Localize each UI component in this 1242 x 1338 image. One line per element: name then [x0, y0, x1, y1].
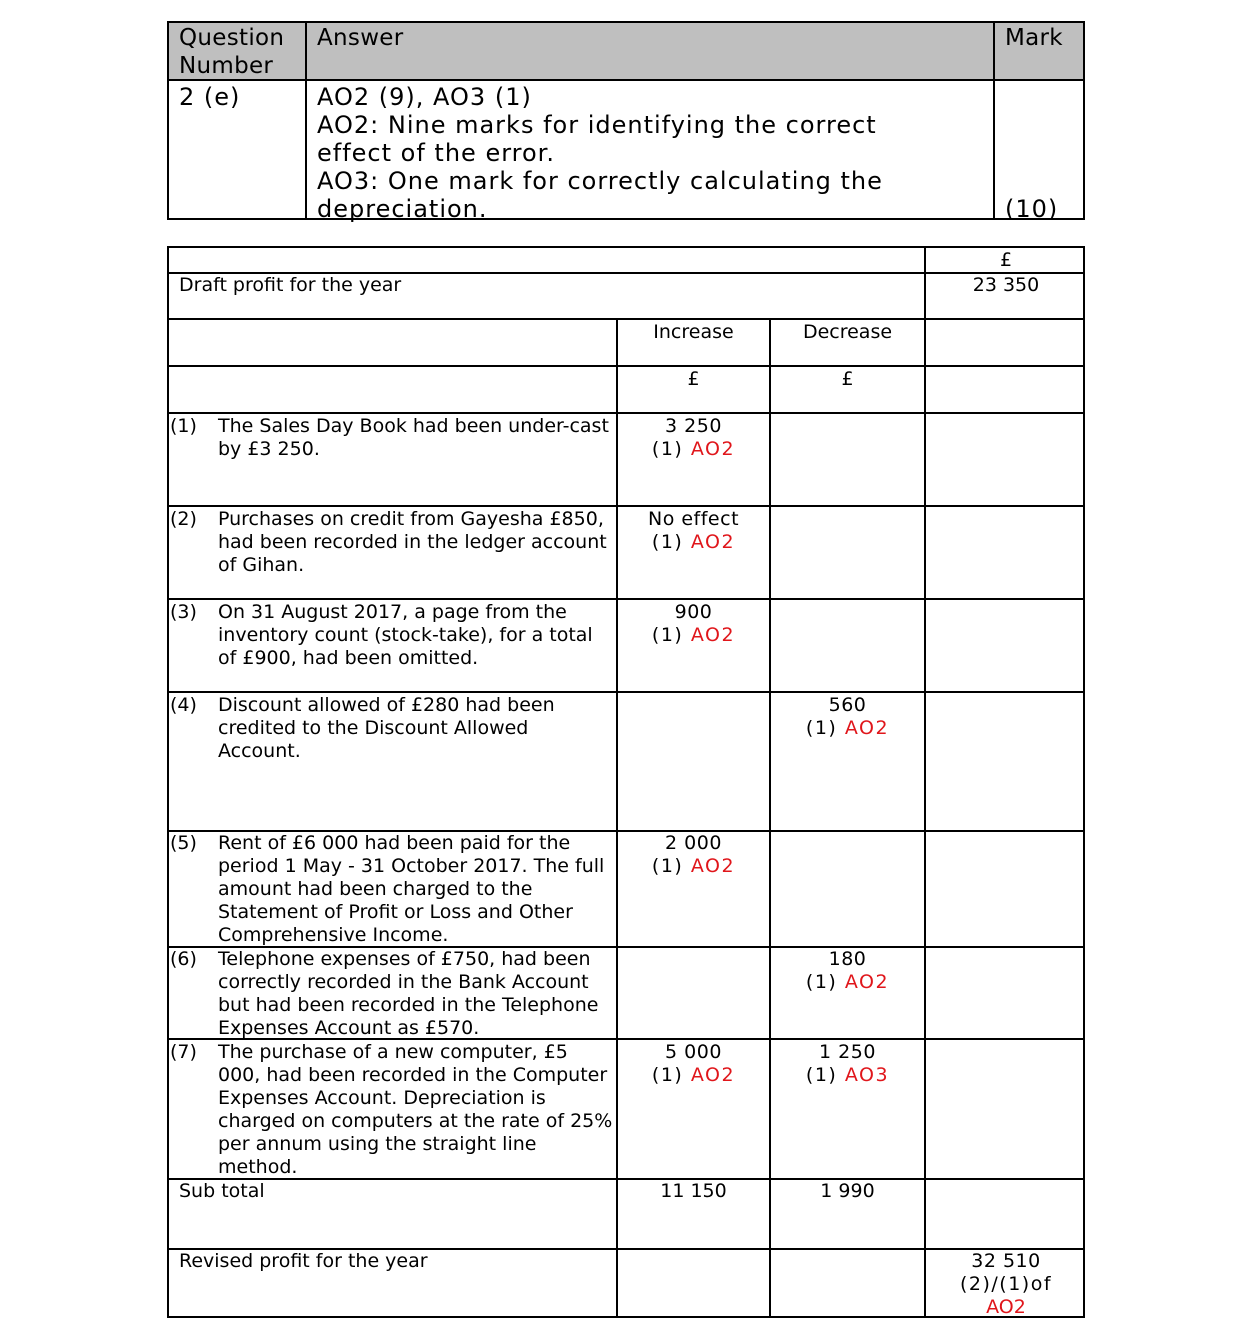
profit-adjustment-table	[167, 246, 1085, 1318]
increase-amount: No effect	[647, 508, 740, 530]
column-divider	[769, 318, 771, 1316]
assessment-objective: AO2	[844, 717, 890, 739]
row-divider	[169, 79, 1083, 81]
decrease-cell	[771, 694, 924, 740]
increase-amount: 2 000	[665, 832, 722, 854]
item-index: (1)	[170, 415, 197, 437]
increase-currency: £	[687, 368, 700, 390]
mark-count: (1)	[651, 624, 684, 646]
decrease-amount: 180	[828, 948, 867, 970]
draft-profit-value: 23 350	[972, 274, 1040, 296]
mark-count: (1)	[805, 1064, 838, 1086]
draft-profit-label: Draft profit for the year	[179, 274, 402, 296]
assessment-objective: AO3	[844, 1064, 890, 1086]
row-divider	[169, 318, 1083, 320]
item-description: The purchase of a new computer, £5 000, had been recorded in the Computer Expenses Account. Depreciation is charged on computers at the rate of 25% per annum using the straight line method.	[218, 1041, 613, 1178]
increase-cell	[618, 415, 769, 461]
increase-cell	[618, 601, 769, 647]
question-header-table	[167, 21, 1085, 223]
item-index: (6)	[170, 948, 197, 970]
subtotal-decrease: 1 990	[820, 1180, 875, 1202]
row-divider	[169, 505, 1083, 507]
decrease-currency: £	[841, 368, 854, 390]
total-mark: (10)	[1005, 195, 1059, 223]
item-description: Discount allowed of £280 had been credited to the Discount Allowed Account.	[218, 694, 555, 762]
column-divider	[305, 23, 307, 218]
increase-heading: Increase	[653, 321, 734, 343]
answer-heading: Answer	[317, 25, 404, 51]
row-divider	[169, 598, 1083, 600]
question-number: 2 (e)	[179, 83, 241, 111]
mark-count: (1)	[651, 438, 684, 460]
column-divider	[993, 23, 995, 218]
increase-cell	[618, 508, 769, 554]
mark-count: (1)	[651, 531, 684, 553]
decrease-amount: 1 250	[819, 1041, 876, 1063]
mark-count: (1)	[805, 971, 838, 993]
answer-line-3: effect of the error.	[317, 139, 555, 167]
assessment-objective: AO2	[690, 855, 736, 877]
answer-line-2: AO2: Nine marks for identifying the correct	[317, 111, 877, 139]
item-description: The Sales Day Book had been under-cast by £3 250.	[218, 415, 609, 460]
decrease-amount: 560	[828, 694, 867, 716]
question-number-heading: Question Number	[179, 25, 285, 79]
assessment-objective: AO2	[844, 971, 890, 993]
revised-mark: (2)/(1)of	[959, 1273, 1053, 1295]
assessment-objective: AO2	[690, 438, 736, 460]
answer-line-4: AO3: One mark for correctly calculating the	[317, 167, 883, 195]
item-description: Rent of £6 000 had been paid for the period 1 May - 31 October 2017. The full amount had been charged to the Statement of Profit or Loss and Other Comprehensive Income.	[218, 832, 605, 946]
row-divider	[169, 365, 1083, 367]
mark-count: (1)	[651, 855, 684, 877]
increase-cell	[618, 1041, 769, 1087]
decrease-heading: Decrease	[802, 321, 893, 343]
item-index: (3)	[170, 601, 197, 623]
column-divider	[616, 318, 618, 1316]
item-index: (2)	[170, 508, 197, 530]
mark-heading: Mark	[1005, 25, 1063, 51]
total-currency-symbol: £	[999, 249, 1013, 271]
increase-cell	[618, 832, 769, 878]
row-divider	[169, 412, 1083, 414]
item-description: On 31 August 2017, a page from the inventory count (stock-take), for a total of £900, had been omitted.	[218, 601, 593, 669]
item-index: (7)	[170, 1041, 197, 1063]
item-description: Telephone expenses of £750, had been correctly recorded in the Bank Account but had been recorded in the Telephone Expenses Account as £570.	[218, 948, 599, 1039]
decrease-cell	[771, 948, 924, 994]
mark-count: (1)	[805, 717, 838, 739]
revised-profit-value: 32 510	[971, 1250, 1041, 1272]
revised-profit-label: Revised profit for the year	[179, 1250, 428, 1272]
increase-amount: 3 250	[665, 415, 722, 437]
revised-profit-cell	[926, 1250, 1086, 1319]
row-divider	[169, 691, 1083, 693]
item-index: (5)	[170, 832, 197, 854]
assessment-objective: AO2	[690, 624, 736, 646]
increase-amount: 5 000	[665, 1041, 722, 1063]
answer-line-1: AO2 (9), AO3 (1)	[317, 83, 532, 111]
decrease-cell	[771, 1041, 924, 1087]
assessment-objective: AO2	[690, 531, 736, 553]
subtotal-increase: 11 150	[660, 1180, 727, 1202]
increase-amount: 900	[674, 601, 713, 623]
item-description: Purchases on credit from Gayesha £850, had been recorded in the ledger account of Gihan.	[218, 508, 607, 576]
assessment-objective: AO2	[986, 1296, 1026, 1318]
mark-count: (1)	[651, 1064, 684, 1086]
column-divider	[924, 248, 926, 1316]
item-index: (4)	[170, 694, 197, 716]
assessment-objective: AO2	[690, 1064, 736, 1086]
answer-line-5: depreciation.	[317, 195, 488, 223]
subtotal-label: Sub total	[179, 1180, 265, 1202]
